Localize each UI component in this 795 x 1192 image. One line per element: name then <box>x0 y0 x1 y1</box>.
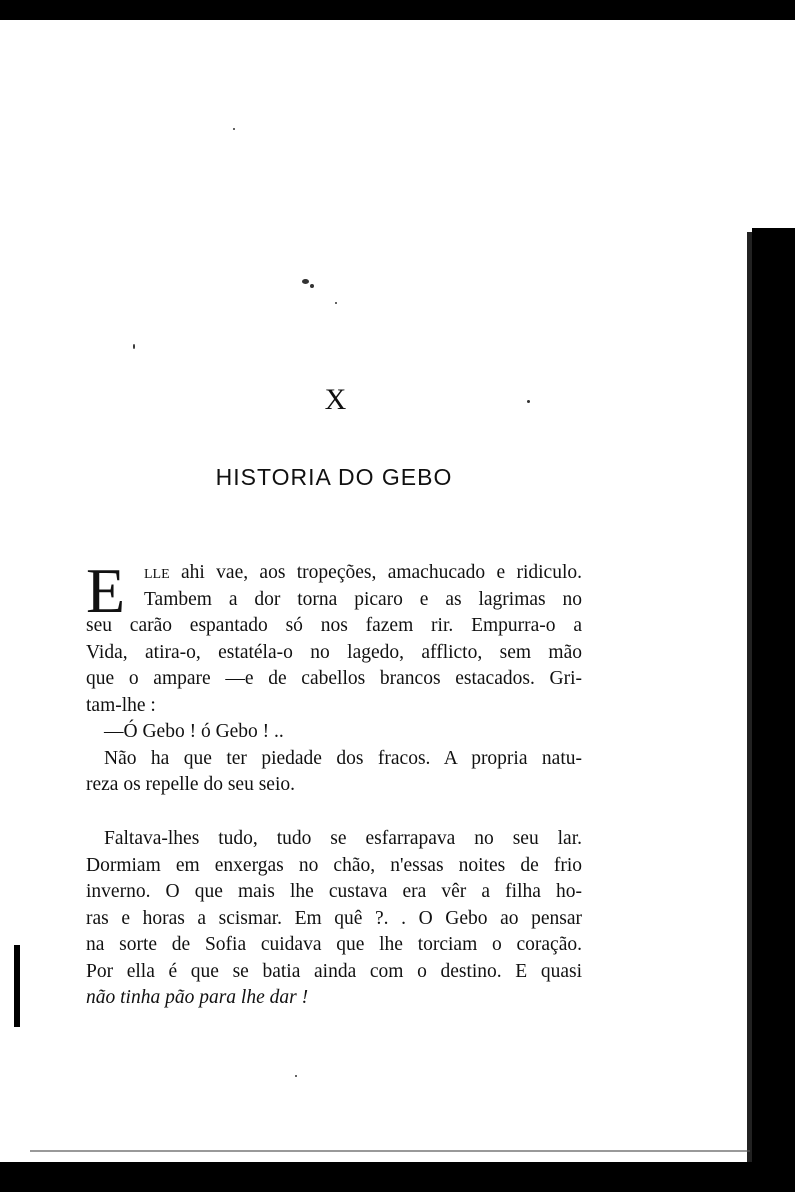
scan-left-mark <box>14 945 20 1027</box>
text-line: Tambem a dor torna picaro e as lagrimas no <box>144 588 582 610</box>
ink-speck <box>233 128 235 130</box>
scan-border-bottom <box>0 1162 795 1192</box>
paragraph-body <box>86 613 582 799</box>
ink-speck <box>133 344 135 349</box>
drop-cap: E <box>86 555 126 626</box>
text-line: Faltava-lhes tudo, tudo se esfarrapava no seu lar. <box>104 828 582 849</box>
italic-line: não tinha pão para lhe dar ! <box>86 987 309 1008</box>
text-line <box>144 560 582 587</box>
text-line: tam-lhe : <box>86 694 156 716</box>
text-line: seu carão espantado só nos fazem rir. Empurra-o a <box>86 615 582 636</box>
chapter-number: X <box>324 383 348 416</box>
dialogue-line: —Ó Gebo ! ó Gebo ! .. <box>104 721 284 742</box>
text-line: na sorte de Sofia cuidava que lhe torciam o coração. <box>86 934 582 955</box>
ink-speck <box>335 302 337 304</box>
scan-bottom-line <box>30 1150 750 1152</box>
scan-border-right <box>752 228 795 1192</box>
ink-speck <box>295 1075 297 1077</box>
chapter-title: HISTORIA DO GEBO <box>215 464 453 490</box>
ink-speck <box>302 279 309 284</box>
ink-speck <box>310 284 314 288</box>
text-line: Vida, atira-o, estatéla-o no lagedo, afflicto, sem mão <box>86 641 582 663</box>
scan-edge-line <box>0 28 795 30</box>
text-line: Dormiam em enxergas no chão, n'essas noites de frio <box>86 854 582 876</box>
smallcaps-lead: lle <box>144 562 170 583</box>
text-line: Por ella é que se batia ainda com o destino. E quasi <box>86 960 582 982</box>
scan-border-top <box>0 0 795 20</box>
text-line: que o ampare —e de cabellos brancos estacados. Gri- <box>86 668 582 689</box>
lead-rest: ahi vae, aos tropeções, amachucado e ridiculo. <box>169 562 582 583</box>
text-line: reza os repelle do seu seio. <box>86 774 295 795</box>
text-line: inverno. O que mais lhe custava era vêr a filha ho- <box>86 881 582 902</box>
text-line: ras e horas a scismar. Em quê ?. . O Gebo ao pensar <box>86 907 582 929</box>
text-line: Não ha que ter piedade dos fracos. A propria natu- <box>104 747 582 769</box>
paragraph-opening <box>144 560 582 613</box>
paragraph-three <box>86 826 582 1012</box>
